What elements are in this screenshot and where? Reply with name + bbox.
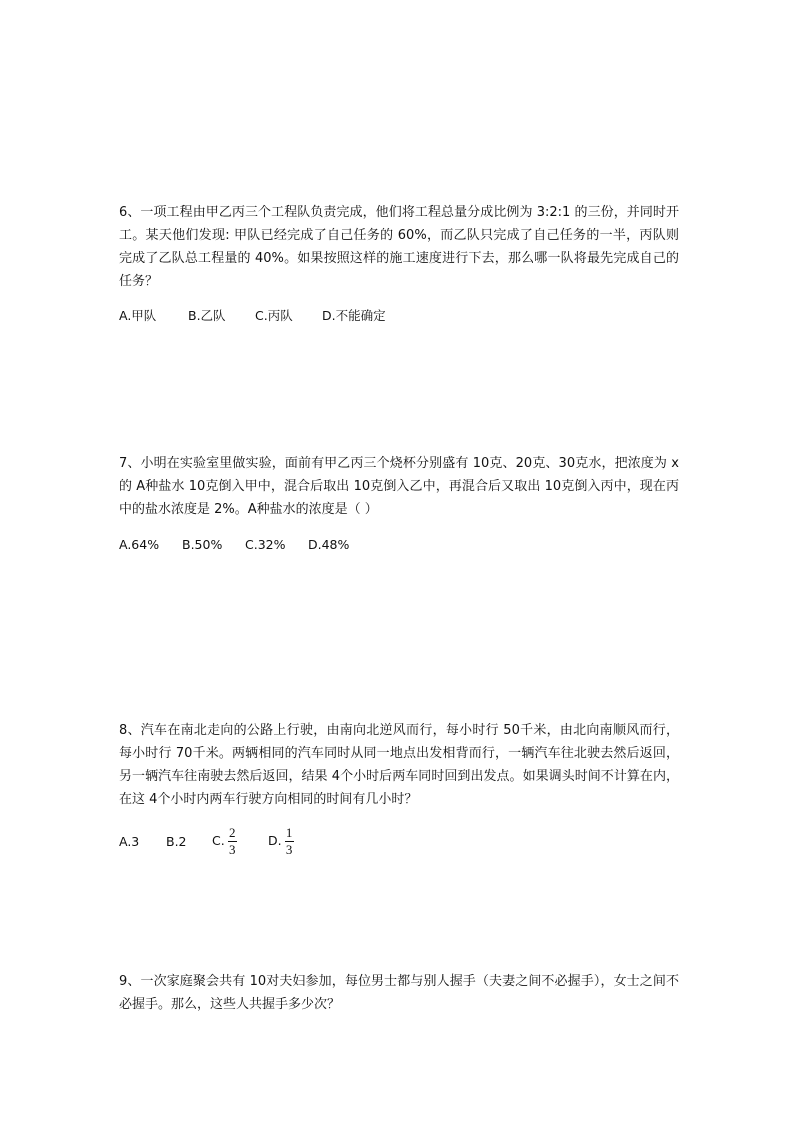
question-6-options xyxy=(119,306,386,324)
question-6 xyxy=(119,201,679,293)
option-b: B.2 xyxy=(166,834,187,849)
question-6-text: 6、一项工程由甲乙丙三个工程队负责完成，他们将工程总量分成比例为 3:2:1 的三份，并同时开工。某天他们发现: 甲队已经完成了自己任务的 60%，而乙队只完成了自己任务的一半，丙队则完成了乙队总工程量的 40%。如果按照这样的施工速度进行下去，那么哪一队将最先完成自己的任务？ xyxy=(119,205,679,289)
option-d: D.48% xyxy=(308,537,350,552)
question-9 xyxy=(119,970,679,1016)
question-8 xyxy=(119,719,679,811)
fraction-denominator: 3 xyxy=(285,842,293,857)
option-c xyxy=(212,826,268,857)
option-a: A.甲队 xyxy=(119,308,157,323)
option-a: A.3 xyxy=(119,834,140,849)
option-c: C.丙队 xyxy=(255,308,293,323)
fraction-denominator: 3 xyxy=(228,842,236,857)
option-c-label: C. xyxy=(212,833,225,848)
question-7 xyxy=(119,452,679,521)
option-d: D.不能确定 xyxy=(322,308,386,323)
fraction-numerator: 2 xyxy=(228,825,236,840)
option-c: C.32% xyxy=(245,537,286,552)
option-a: A.64% xyxy=(119,537,160,552)
fraction-two-thirds xyxy=(228,826,237,857)
question-7-text: 7、小明在实验室里做实验，面前有甲乙丙三个烧杯分别盛有 10克、20克、30克水，把浓度为 x 的 A种盐水 10克倒入甲中，混合后取出 10克倒入乙中，再混合后又取出 10克倒入丙中，现在丙中的盐水浓度是 2%。A种盐水的浓度是（ ） xyxy=(119,456,679,517)
question-8-options xyxy=(119,826,294,857)
option-d-label: D. xyxy=(268,833,282,848)
question-9-text: 9、一次家庭聚会共有 10对夫妇参加，每位男士都与别人握手（夫妻之间不必握手），女士之间不必握手。那么，这些人共握手多少次？ xyxy=(119,974,679,1012)
fraction-one-third xyxy=(285,826,294,857)
option-b: B.乙队 xyxy=(188,308,226,323)
question-8-text: 8、汽车在南北走向的公路上行驶，由南向北逆风而行，每小时行 50千米，由北向南顺风而行，每小时行 70千米。两辆相同的汽车同时从同一地点出发相背而行，一辆汽车往北驶去然后返回，另一辆汽车往南驶去然后返回，结果 4个小时后两车同时回到出发点。如果调头时间不计算在内，在这 4个小时内两车行驶方向相同的时间有几小时？ xyxy=(119,723,679,807)
option-d xyxy=(268,826,294,857)
question-7-options xyxy=(119,536,349,552)
fraction-numerator: 1 xyxy=(285,825,293,840)
option-b: B.50% xyxy=(182,537,223,552)
